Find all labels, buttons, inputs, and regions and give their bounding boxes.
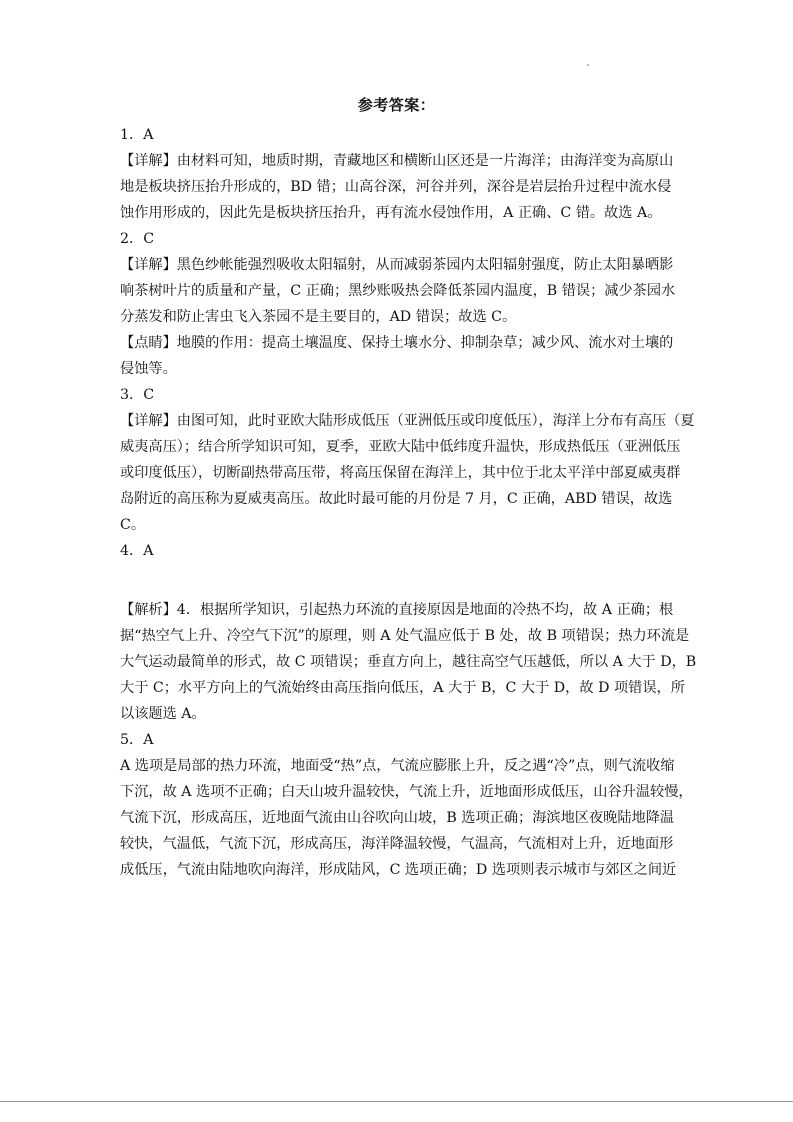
answer-3-heading: 3．C: [120, 387, 155, 403]
answer-3-line: 威夷高压）；结合所学知识可知，夏季，亚欧大陆中低纬度升温快，形成热低压（亚洲低压: [120, 439, 681, 455]
answer-4-line: 大气运动最简单的形式，故 C 项错误；垂直方向上，越往高空气压越低，所以 A 大于 D，B: [120, 654, 697, 670]
answer-2-tip-line: 【点睛】地膜的作用：提高土壤温度、保持土壤水分、抑制杂草；减少风、流水对土壤的: [120, 335, 674, 351]
answer-5-line: 较快，气温低，气流下沉，形成高压，海洋降温较慢，气温高，气流相对上升，近地面形: [120, 836, 674, 852]
blank-gap: [120, 564, 672, 597]
answer-3-line: 【详解】由图可知，此时亚欧大陆形成低压（亚洲低压或印度低压），海洋上分布有高压（夏: [120, 413, 695, 429]
answer-5-line: 气流下沉，形成高压，近地面气流由山谷吹向山坡，B 选项正确；海滨地区夜晚陆地降温: [120, 810, 675, 826]
page-title: 参考答案：: [357, 96, 436, 114]
answer-3-line: 岛附近的高压称为夏威夷高压。故此时最可能的月份是 7 月，C 正确，ABD 错误，故选: [120, 491, 673, 507]
answer-1-line: 蚀作用形成的，因此先是板块挤压抬升，再有流水侵蚀作用，A 正确、C 错。故选 A。: [120, 205, 662, 221]
answer-content: [120, 122, 697, 883]
answer-1-heading: 1．A: [120, 127, 154, 143]
answer-1-line: 地是板块挤压抬升形成的，BD 错；山高谷深，河谷并列，深谷是岩层抬升过程中流水侵: [120, 179, 672, 195]
answer-4-line: 以该题选 A。: [120, 706, 206, 722]
answer-5-line: 成低压，气流由陆地吹向海洋，形成陆风，C 选项正确；D 选项则表示城市与郊区之间近: [120, 862, 677, 878]
answer-2-line: 分蒸发和防止害虫飞入茶园不是主要目的，AD 错误；故选 C。: [120, 309, 517, 325]
page-bottom-rule: [0, 1101, 793, 1102]
answer-2-tip-line: 侵蚀等。: [120, 361, 177, 377]
answer-5-line: 下沉，故 A 选项不正确；白天山坡升温较快，气流上升，近地面形成低压，山谷升温较慢，: [120, 784, 693, 800]
answer-2-line: 响茶树叶片的质量和产量，C 正确；黑纱账吸热会降低茶园内温度，B 错误；减少茶园水: [120, 283, 676, 299]
answer-5-heading: 5．A: [120, 732, 154, 748]
answer-2-heading: 2．C: [120, 231, 155, 247]
answer-3-line: C。: [120, 517, 146, 533]
answer-2-line: 【详解】黑色纱帐能强烈吸收太阳辐射，从而减弱茶园内太阳辐射强度，防止太阳暴晒影: [120, 257, 674, 273]
answer-1-line: 【详解】由材料可知，地质时期，青藏地区和横断山区还是一片海洋；由海洋变为高原山: [120, 153, 674, 169]
answer-3-line: 或印度低压），切断副热带高压带，将高压保留在海洋上，其中位于北太平洋中部夏威夷群: [120, 465, 681, 481]
answer-4-line: 据“热空气上升、冷空气下沉”的原理，则 A 处气温应低于 B 处，故 B 项错误；热力环流是: [120, 628, 690, 644]
scan-speck: [587, 64, 589, 66]
answer-4-line: 大于 C；水平方向上的气流始终由高压指向低压，A 大于 B，C 大于 D，故 D 项错误，所: [120, 680, 685, 696]
answer-4-line: 【解析】4．根据所学知识，引起热力环流的直接原因是地面的冷热不均，故 A 正确；根: [120, 602, 674, 618]
answer-5-line: A 选项是局部的热力环流，地面受“热”点，气流应膨胀上升，反之遇“冷”点，则气流收缩: [120, 758, 675, 774]
answer-4-heading: 4．A: [120, 543, 154, 559]
